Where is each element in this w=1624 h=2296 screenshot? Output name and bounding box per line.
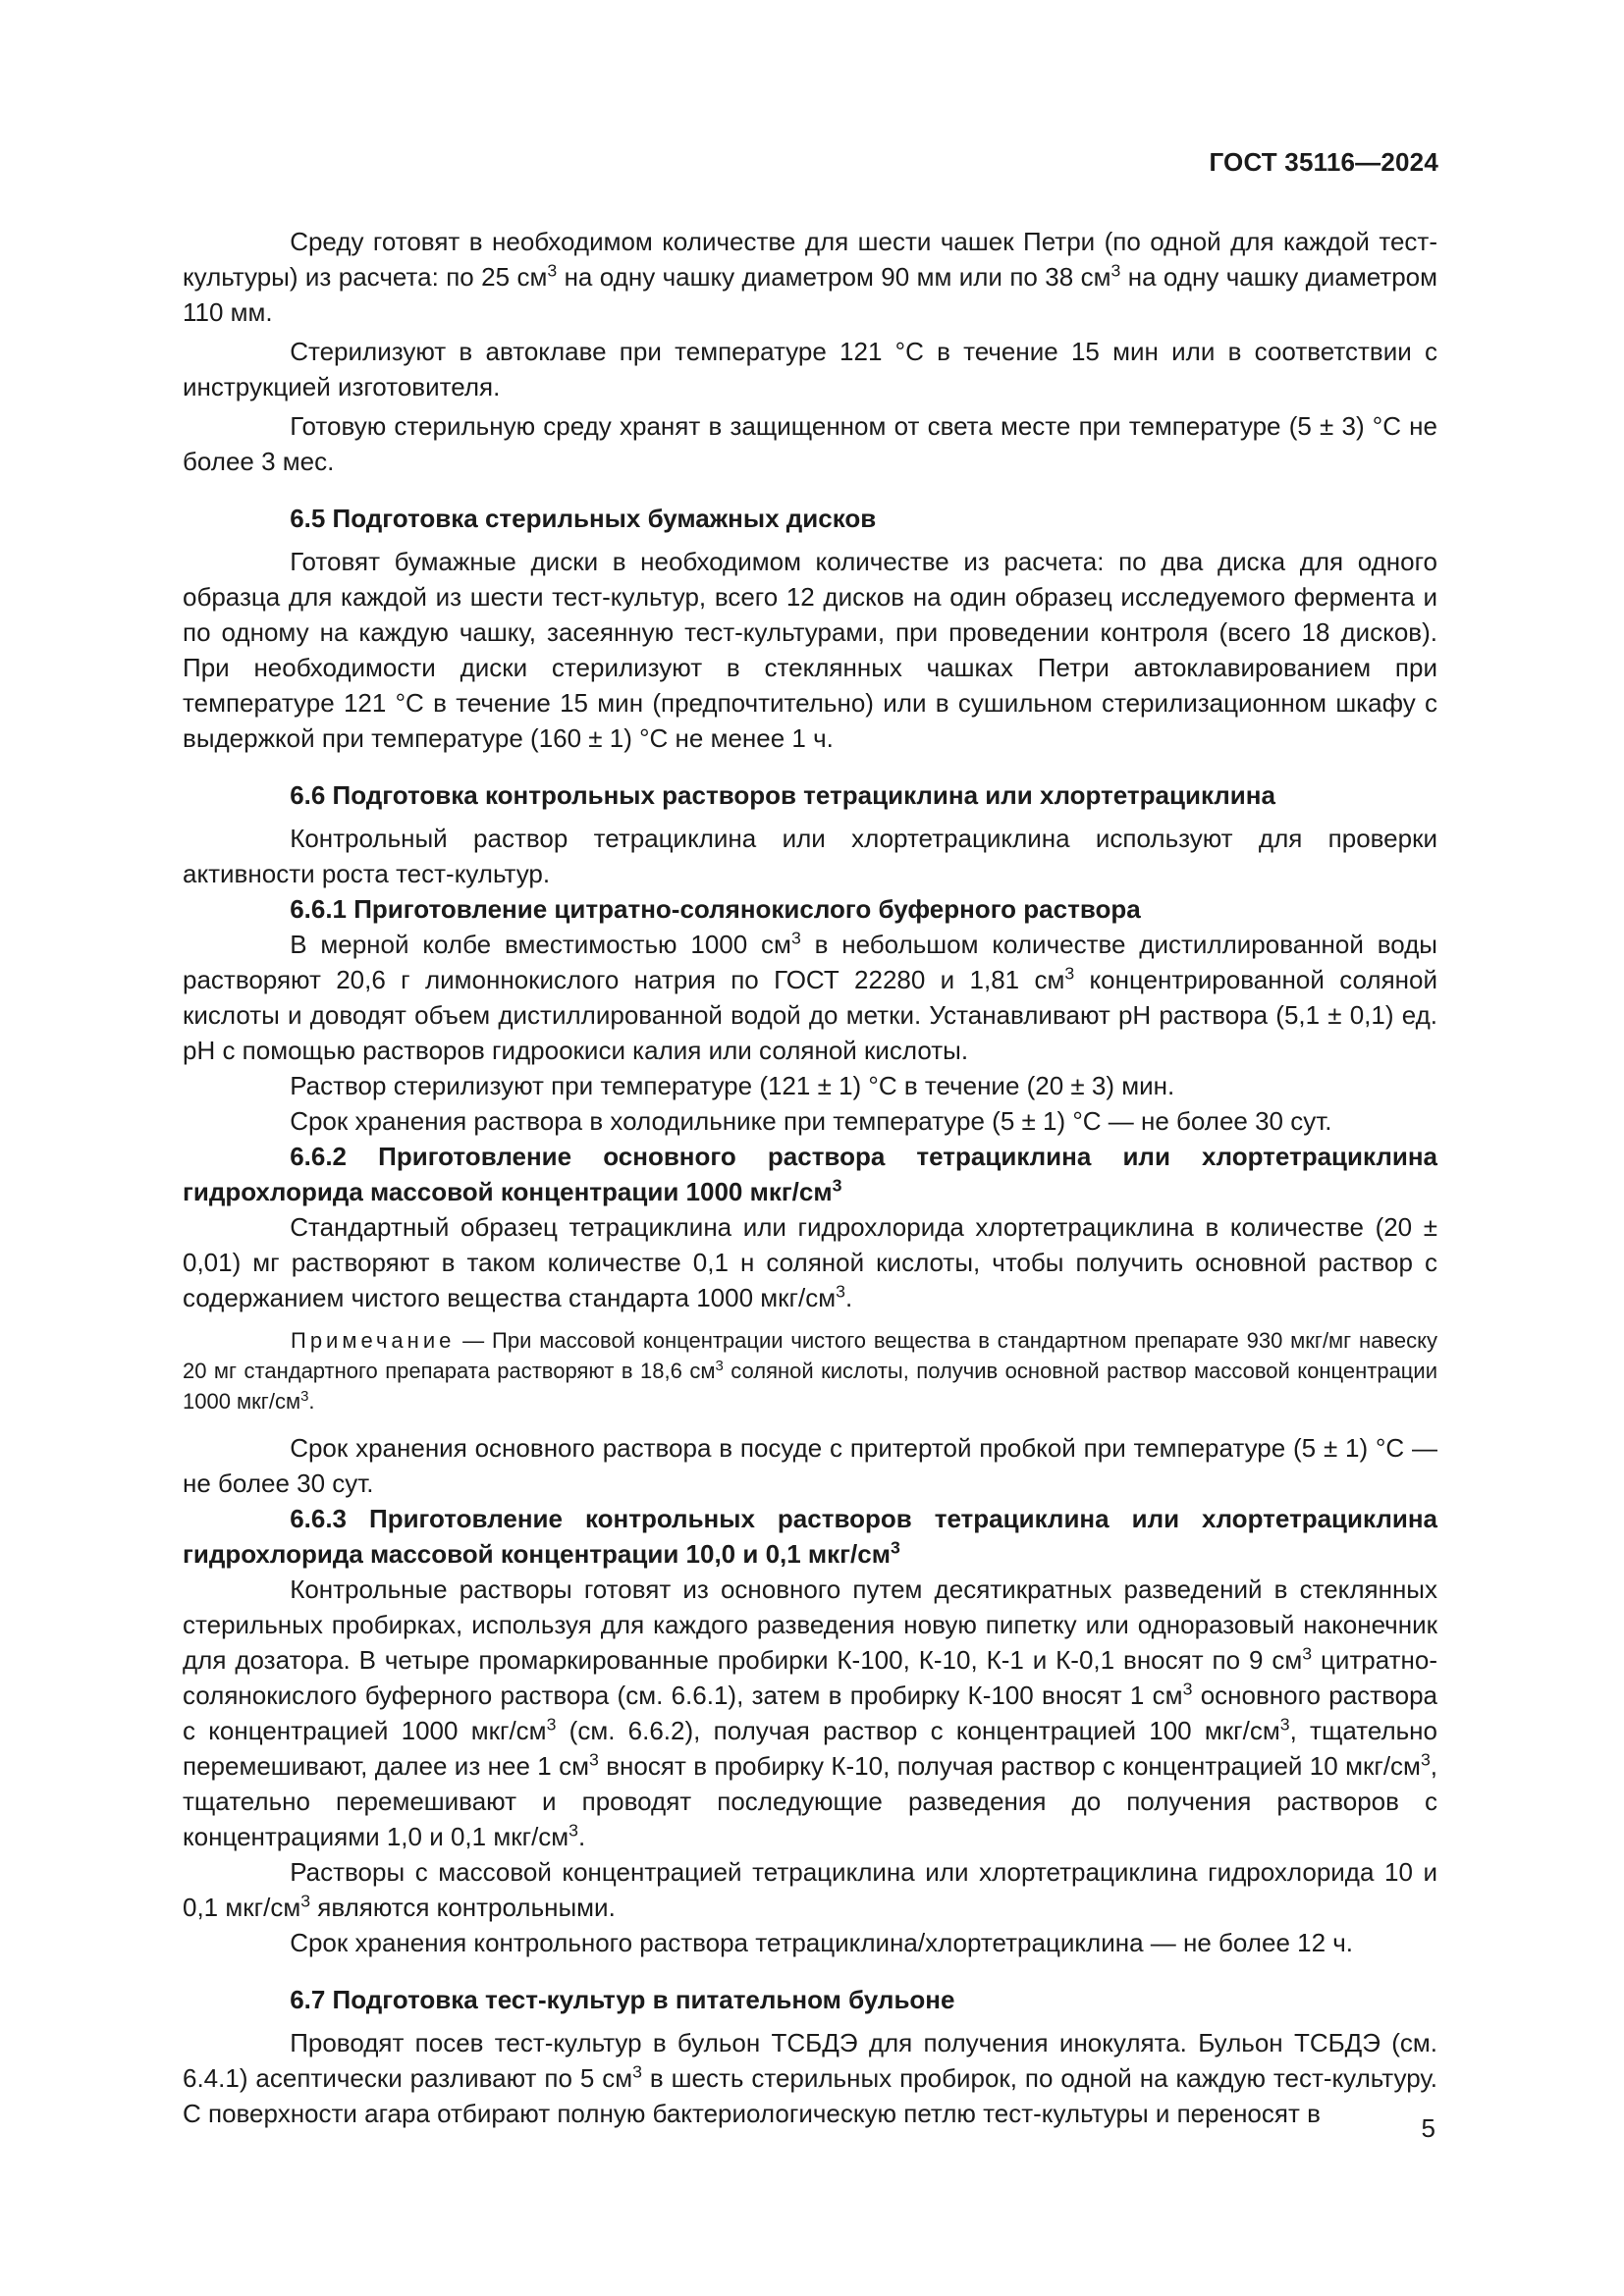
subsection-heading-6-6-3: 6.6.3 Приготовление контрольных растворов тетрациклина или хлортетрациклина гидрохлорида массовой концентрации 10,0 и 0,1 мкг/$см^3$ [183,1504,1437,1569]
section-heading-6-6: 6.6 Подготовка контрольных растворов тетрациклина или хлортетрациклина [290,780,1275,810]
paragraph-medium-quantity: Среду готовят в необходимом количестве для шести чашек Петри (по одной для каждой тест-культуры) из расчета: по 25 $см^3$ на одну чашку диаметром 90 мм или по 38 $см^3$ на одну чашку диаметром 110 мм. [183,227,1437,327]
paragraph-6-6-3-storage: Срок хранения контрольного раствора тетрациклина/хлортетрациклина — не более 12 ч. [290,1928,1354,1957]
note-paragraph: Примечание — При массовой концентрации чистого вещества в стандартном препарате 930 мкг/мг навеску 20 мг стандартного препарата растворяют в 18,6 $см^3$ соляной кислоты, получив основной раствор массовой концентрации 1000 мкг/$см^3$. [183,1328,1437,1414]
paragraph-6-6-2: Стандартный образец тетрациклина или гидрохлорида хлортетрациклина в количестве (20 ± 0,01) мг растворяют в таком количестве 0,1 н соляной кислоты, чтобы получить основной раствор с содержанием чистого вещества стандарта 1000 мкг/$см^3$. [183,1212,1437,1312]
paragraph-sterilization: Стерилизуют в автоклаве при температуре 121 °С в течение 15 мин или в соответствии с инструкцией изготовителя. [183,337,1437,401]
paragraph-6-6: Контрольный раствор тетрациклина или хлортетрациклина используют для проверки активности роста тест-культур. [183,824,1437,888]
paragraph-6-6-3: Контрольные растворы готовят из основного путем десятикратных разведений в стеклянных стерильных пробирках, используя для каждого разведения новую пипетку или одноразовый наконечник для дозатора. В четыре промаркированные пробирки К-100, К-10, К-1 и К-0,1 вносят по 9 $см^3$ цитратно-солянокислого буферного раствора (см. 6.6.1), затем в пробирку К-100 вносят 1 $см^3$ основного раствора с концентрацией 1000 мкг/$см^3$ (см. 6.6.2), получая раствор с концентрацией 100 мкг/$см^3$, тщательно перемешивают, далее из нее 1 $см^3$ вносят в пробирку К-10, получая раствор с концентрацией 10 мкг/$см^3$, тщательно перемешивают и проводят последующие разведения до получения растворов с концентрациями 1,0 и 0,1 мкг/$см^3$. [183,1575,1438,1851]
section-heading-6-5: 6.5 Подготовка стерильных бумажных дисков [290,504,877,533]
page-number: 5 [1421,2113,1435,2143]
document-header: ГОСТ 35116—2024 [1209,147,1438,177]
paragraph-6-6-3-control: Растворы с массовой концентрацией тетрациклина или хлортетрациклина гидрохлорида 10 и 0,1 мкг/$см^3$ являются контрольными. [183,1857,1437,1922]
subsection-heading-6-6-1: 6.6.1 Приготовление цитратно-солянокислого буферного раствора [290,894,1141,924]
paragraph-6-6-1-storage: Срок хранения раствора в холодильнике при температуре (5 ± 1) °С — не более 30 сут. [290,1106,1332,1136]
section-heading-6-7: 6.7 Подготовка тест-культур в питательном бульоне [290,1985,955,2014]
paragraph-storage: Готовую стерильную среду хранят в защищенном от света месте при температуре (5 ± 3) °С не более 3 мес. [183,411,1437,476]
paragraph-6-6-2-storage: Срок хранения основного раствора в посуде с притертой пробкой при температуре (5 ± 1) °С — не более 30 сут. [183,1433,1437,1498]
paragraph-6-6-1-sterilize: Раствор стерилизуют при температуре (121 ± 1) °С в течение (20 ± 3) мин. [290,1071,1175,1100]
paragraph-6-7: Проводят посев тест-культур в бульон ТСБДЭ для получения инокулята. Бульон ТСБДЭ (см. 6.4.1) асептически разливают по 5 $см^3$ в шесть стерильных пробирок, по одной на каждую тест-культуру. С поверхности агара отбирают полную бактериологическую петлю тест-культуры и переносят в [183,2028,1437,2128]
subsection-heading-6-6-2: 6.6.2 Приготовление основного раствора тетрациклина или хлортетрациклина гидрохлорида массовой концентрации 1000 мкг/$см^3$ [183,1142,1437,1206]
paragraph-6-6-1: В мерной колбе вместимостью 1000 $см^3$ в небольшом количестве дистиллированной воды растворяют 20,6 г лимоннокислого натрия по ГОСТ 22280 и 1,81 $см^3$ концентрированной соляной кислоты и доводят объем дистиллированной водой до метки. Устанавливают рН раствора (5,1 ± 0,1) ед. рН с помощью растворов гидроокиси калия или соляной кислоты. [183,928,1437,1065]
paragraph-6-5: Готовят бумажные диски в необходимом количестве из расчета: по два диска для одного образца для каждой из шести тест-культур, всего 12 дисков на один образец исследуемого фермента и по одному на каждую чашку, засеянную тест-культурами, при проведении контроля (всего 18 дисков). При необходимости диски стерилизуют в стеклянных чашках Петри автоклавированием при температуре 121 °С в течение 15 мин (предпочтительно) или в сушильном стерилизационном шкафу с выдержкой при температуре (160 ± 1) °С не менее 1 ч. [183,547,1437,753]
note-label: Примечание [291,1328,456,1353]
document-body [183,224,1437,2135]
